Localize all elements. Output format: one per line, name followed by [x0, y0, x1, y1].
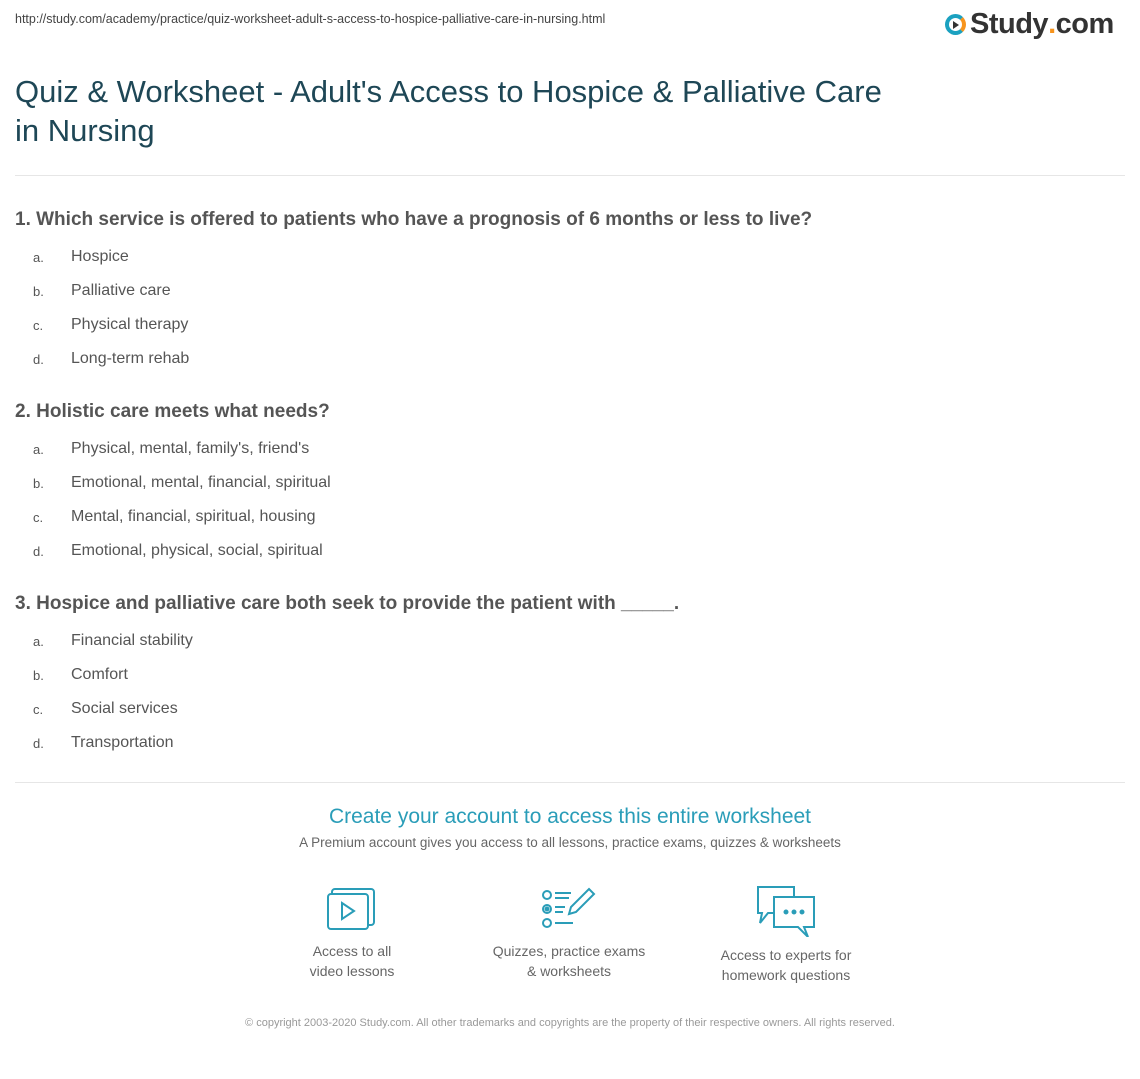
option-text: Comfort	[71, 666, 128, 683]
logo-text: Study	[970, 8, 1049, 40]
option-letter: a.	[33, 441, 44, 457]
feature-video-lessons	[252, 885, 452, 981]
option[interactable]	[15, 308, 1115, 342]
question-text: 1. Which service is offered to patients who have a prognosis of 6 months or less to live?	[15, 209, 813, 230]
feature-line: Access to experts for	[720, 947, 852, 963]
play-logo-icon	[945, 14, 966, 35]
option-text: Emotional, physical, social, spiritual	[71, 542, 323, 559]
chat-bubbles-icon	[754, 885, 818, 937]
feature-line: & worksheets	[526, 963, 612, 979]
option-text: Hospice	[71, 248, 129, 265]
question-1	[15, 209, 1115, 376]
option-letter: b.	[33, 283, 44, 299]
option-letter: a.	[33, 249, 44, 265]
option[interactable]	[15, 274, 1115, 308]
signup-cta	[0, 805, 1140, 850]
option-letter: c.	[33, 509, 44, 525]
option[interactable]	[15, 432, 1115, 466]
option[interactable]	[15, 692, 1115, 726]
option-letter: a.	[33, 633, 44, 649]
divider	[15, 175, 1125, 176]
feature-line: homework questions	[721, 967, 851, 983]
video-lessons-icon	[326, 885, 378, 933]
question-text: 3. Hospice and palliative care both seek to provide the patient with _____.	[15, 593, 680, 614]
divider	[15, 782, 1125, 783]
option[interactable]	[15, 466, 1115, 500]
option[interactable]	[15, 500, 1115, 534]
option-letter: c.	[33, 317, 44, 333]
feature-experts	[686, 885, 886, 985]
question-2	[15, 401, 1115, 568]
option[interactable]	[15, 726, 1115, 760]
option[interactable]	[15, 534, 1115, 568]
copyright-footer: © copyright 2003-2020 Study.com. All other trademarks and copyrights are the property of their respective owners. All rights reserved.	[245, 1017, 895, 1029]
option-letter: b.	[33, 475, 44, 491]
option-text: Mental, financial, spiritual, housing	[71, 508, 316, 525]
option-text: Social services	[71, 700, 178, 717]
quiz-checklist-icon	[541, 885, 597, 933]
feature-line: video lessons	[309, 963, 395, 979]
option[interactable]	[15, 658, 1115, 692]
feature-line: Quizzes, practice exams	[492, 943, 646, 959]
logo-dot: .	[1048, 8, 1056, 40]
option-letter: b.	[33, 667, 44, 683]
logo-tld: com	[1055, 8, 1114, 40]
question-3	[15, 593, 1115, 760]
option-letter: d.	[33, 543, 44, 559]
cta-subtitle: A Premium account gives you access to all lessons, practice exams, quizzes & worksheets	[299, 835, 841, 850]
page-title: Quiz & Worksheet - Adult's Access to Hospice & Palliative Care in Nursing	[15, 74, 882, 148]
option[interactable]	[15, 240, 1115, 274]
question-text: 2. Holistic care meets what needs?	[15, 401, 330, 422]
option-text: Emotional, mental, financial, spiritual	[71, 474, 331, 491]
option-text: Transportation	[71, 734, 174, 751]
create-account-link[interactable]: Create your account to access this entire worksheet	[328, 805, 812, 828]
option-text: Palliative care	[71, 282, 171, 299]
feature-line: Access to all	[312, 943, 392, 959]
option[interactable]	[15, 342, 1115, 376]
option-text: Financial stability	[71, 632, 193, 649]
option-text: Physical therapy	[71, 316, 189, 333]
feature-quizzes	[469, 885, 669, 981]
option-letter: d.	[33, 735, 44, 751]
option[interactable]	[15, 624, 1115, 658]
option-text: Long-term rehab	[71, 350, 190, 367]
page-url: http://study.com/academy/practice/quiz-worksheet-adult-s-access-to-hospice-palliative-care-in-nursing.html	[15, 12, 606, 26]
option-letter: c.	[33, 701, 44, 717]
option-letter: d.	[33, 351, 44, 367]
study-logo[interactable]	[945, 8, 1114, 41]
option-text: Physical, mental, family's, friend's	[71, 440, 310, 457]
